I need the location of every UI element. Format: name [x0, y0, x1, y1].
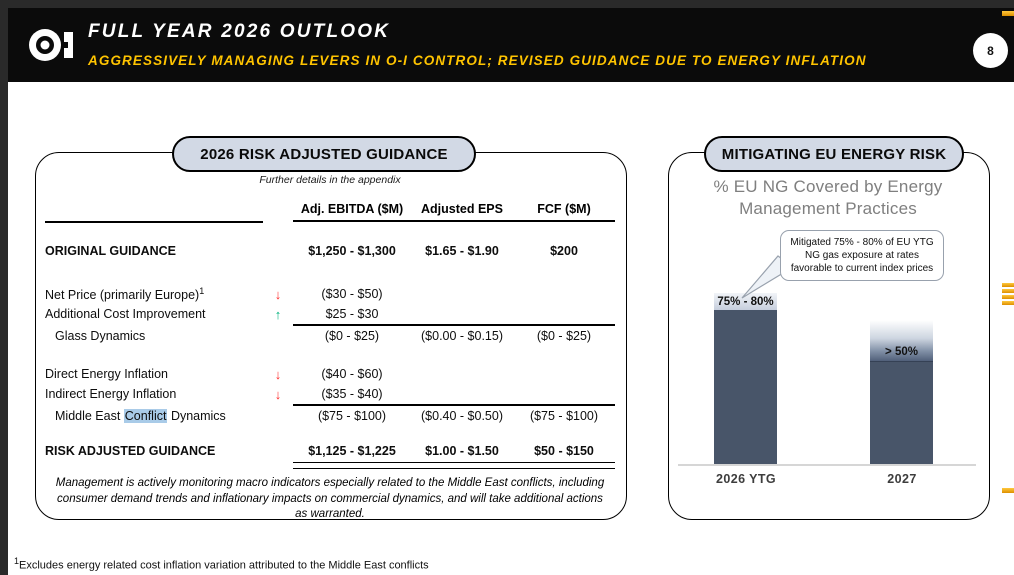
footnote-ref: 1: [199, 285, 205, 296]
table-row: Additional Cost Improvement ↑ $25 - $30: [45, 306, 379, 322]
edge-marker-bottom-icon[interactable]: [1002, 488, 1014, 493]
callout-bubble: Mitigated 75% - 80% of EU YTG NG gas exposure at rates favorable to current index prices: [780, 230, 944, 281]
hamburger-bar: [1002, 295, 1014, 299]
x-axis-label-2027: 2027: [887, 472, 917, 486]
row-label-header-underline: [45, 197, 263, 223]
bar-2026ytg-body: [714, 310, 777, 464]
total-double-rule: [45, 462, 615, 469]
table-row: Net Price (primarily Europe)$^1$ ↓ ($30 - $50): [45, 285, 383, 303]
x-axis-label-2026ytg: 2026 YTG: [716, 472, 776, 486]
energy-panel-title-pill: [704, 136, 964, 172]
down-arrow-icon: ↓: [274, 366, 282, 382]
page-number: 8: [987, 43, 994, 58]
slide-footnote: [14, 556, 429, 572]
col-header-fcf: FCF ($M): [513, 198, 615, 222]
table-row: ORIGINAL GUIDANCE $1,250 - $1,300 $1.65 - $1.90 $200: [45, 244, 578, 258]
table-row: Direct Energy Inflation ↓ ($40 - $60): [45, 366, 383, 382]
row-label: Net Price (primarily Europe): [45, 288, 200, 303]
hamburger-bar: [1002, 289, 1014, 293]
bar-2026ytg: [714, 293, 777, 464]
guidance-panel-title-pill: [172, 136, 476, 172]
table-header-row: [45, 198, 615, 220]
table-row: Glass Dynamics ($0 - $25) ($0.00 - $0.15) ($0 - $25): [55, 329, 592, 343]
table-row: RISK ADJUSTED GUIDANCE $1,125 - $1,225 $1.00 - $1.50 $50 - $150: [45, 444, 594, 458]
hamburger-bar: [1002, 283, 1014, 287]
page-number-badge: [973, 33, 1008, 68]
oi-logo-icon: [28, 25, 76, 70]
edge-hamburger-icon[interactable]: [1002, 283, 1014, 305]
management-note: Management is actively monitoring macro indicators especially related to the Middle East conflicts, including consumer demand trends and inflationary impacts on commercial dynamics, and will take additional actions as warranted.: [55, 477, 605, 521]
slide-title: FULL YEAR 2026 OUTLOOK: [88, 21, 391, 42]
col-header-ebitda: Adj. EBITDA ($M): [293, 198, 411, 222]
guidance-table: [45, 198, 615, 469]
highlighted-word: Conflict: [124, 409, 167, 423]
footnote-text: Excludes energy related cost inflation variation attributed to the Middle East conflicts: [19, 559, 429, 572]
down-arrow-icon: ↓: [274, 286, 282, 302]
bar-2027-body: [870, 361, 933, 464]
footnote-sup: 1: [14, 556, 20, 566]
edge-marker-top-icon[interactable]: [1002, 11, 1014, 16]
down-arrow-icon: ↓: [274, 386, 282, 402]
bar-2026ytg-range-label: 75% - 80%: [714, 293, 777, 310]
table-row: Indirect Energy Inflation ↓ ($35 - $40): [45, 386, 383, 402]
bar-2027-range-label: > 50%: [870, 320, 933, 361]
appendix-note: Further details in the appendix: [259, 174, 401, 186]
slide-subtitle: AGGRESSIVELY MANAGING LEVERS IN O-I CONTROL; REVISED GUIDANCE DUE TO ENERGY INFLATION: [88, 53, 867, 68]
hamburger-bar: [1002, 301, 1014, 305]
slide-header: [8, 8, 1014, 82]
guidance-panel-title: 2026 RISK ADJUSTED GUIDANCE: [200, 145, 448, 163]
chart-title: % EU NG Covered by Energy Management Practices: [713, 177, 943, 219]
chart-baseline: [678, 464, 976, 466]
up-arrow-icon: ↑: [274, 306, 282, 322]
table-row: Middle East Conflict Dynamics ($75 - $100) ($0.40 - $0.50) ($75 - $100): [55, 409, 599, 423]
bar-2027: [870, 320, 933, 464]
energy-panel-title: MITIGATING EU ENERGY RISK: [721, 145, 947, 163]
row-label-pre: Middle East: [55, 409, 124, 423]
row-label-post: Dynamics: [167, 409, 226, 423]
col-header-eps: Adjusted EPS: [411, 198, 513, 222]
